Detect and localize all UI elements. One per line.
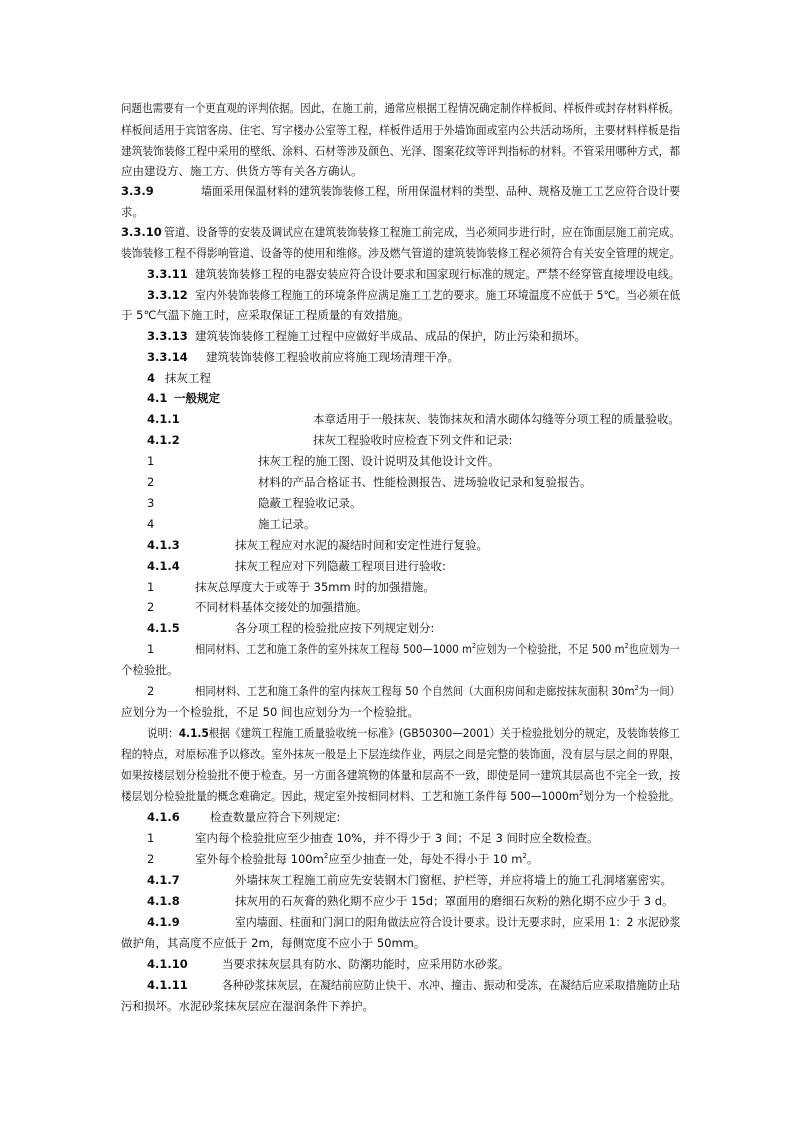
section-title: 一般规定 [174,391,220,405]
clause-text: 各分项工程的检验批应按下列规定划分: [235,621,435,635]
clause-number: 4.1.4 [147,559,180,573]
clause-text: 建筑装饰装修工程的电器安装应符合设计要求和国家现行标准的规定。严禁不经穿管直接埋设电线。 [195,267,680,281]
clause-text: 抹灰工程应对水泥的凝结时间和安定性进行复验。 [235,538,488,552]
clause-text: 装饰装修工程不得影响管道、设备等的使用和维修。涉及燃气管道的建筑装饰装修工程必须符合有关安全管理的规定。 [121,246,681,260]
list-item-number: 2 [147,684,155,698]
clause-number: 4.1.10 [147,957,188,971]
clause-number: 4.1.1 [147,412,180,426]
paragraph-line: 问题也需要有一个更直观的评判依据。因此，在施工前，通常应根据工程情况确定制作样板间、样板件或封存材料样板。 [121,101,680,115]
clause-number: 4.1.7 [147,873,180,887]
list-item-number: 3 [147,496,155,510]
list-item-text: 室内每个检验批应至少抽查 10%，并不得少于 3 间；不足 3 间时应全数检查。 [195,831,599,845]
clause-number: 3.3.12 [147,288,188,302]
clause-text: 本章适用于一般抹灰、装饰抹灰和清水砌体勾缝等分项工程的质量验收。 [313,412,680,426]
clause-text: 墙面采用保温材料的建筑装饰装修工程，所用保温材料的类型、品种、规格及施工工艺应符合设计要 [201,184,681,198]
list-item-text: 应划分为一个检验批，不足 50 间也应划分为一个检验批。 [121,705,419,719]
clause-number: 4.1.9 [147,915,180,929]
clause-number: 4.1.5 [147,621,180,635]
clause-text: 建筑装饰装修工程施工过程中应做好半成品、成品的保护，防止污染和损坏。 [195,329,586,343]
note-line: 楼层划分检验批量的概念难确定。因此，规定室外按相同材料、工艺和施工条件每 $500—1000m^2$划分为一个检验批。 [121,789,680,803]
clause-text: 抹灰工程验收时应检查下列文件和记录: [313,433,513,447]
clause-text: 求。 [121,205,144,219]
note-line: 如果按楼层划分检验批不便于检查。另一方面各建筑物的体量和层高不一致，即使是同一建筑其层高也不完全一致，按 [121,768,681,782]
clause-number: 3.3.11 [147,267,188,281]
list-item-number: 1 [147,454,155,468]
chapter-number: 4 [147,371,156,385]
list-item-text: 相同材料、工艺和施工条件的室内抹灰工程每 50 个自然间（大面积房间和走廊按抹灰面积 $30m^2$为一间） [195,684,681,698]
list-item-text: 抹灰工程的施工图、设计说明及其他设计文件。 [258,454,500,468]
clause-text: 各种砂浆抹灰层，在凝结前应防止快干、水冲、撞击、振动和受冻，在凝结后应采取措施防止玷 [222,978,680,992]
list-item-text: 抹灰总厚度大于或等于 35mm 时的加强措施。 [195,580,435,594]
clause-text: 抹灰工程应对下列隐蔽工程项目进行验收: [235,559,446,573]
clause-text: 检查数量应符合下列规定: [210,810,341,824]
clause-number: 3.3.14 [147,350,188,364]
clause-number: 4.1.3 [147,538,180,552]
list-item-number: 1 [147,580,155,594]
list-item-number: 2 [147,852,155,866]
note-line: 程的特点，对原标准予以修改。室外抹灰一般是上下层连续作业，两层之间是完整的装饰面，没有层与层之间的界限， [121,747,681,761]
list-item-number: 2 [147,475,155,489]
list-item-number: 2 [147,600,155,614]
note-line: 说明：4.1.5根据《建筑工程施工质量验收统一标准》(GB50300—2001）关于检验批划分的规定，及装饰装修工 [147,726,680,740]
list-item-number: 4 [147,517,155,531]
clause-number: 4.1.8 [147,894,180,908]
list-item-number: 1 [147,831,155,845]
paragraph-line: 样板间适用于宾馆客房、住宅、写字楼办公室等工程，样板件适用于外墙饰面或室内公共活动场所，主要材料样板是指 [121,123,681,137]
clause-text: 于 5℃气温下施工时，应采取保证工程质量的有效措施。 [121,308,410,322]
clause-number: 4.1.6 [147,810,180,824]
paragraph-line: 应由建设方、施工方、供货方等有关各方确认。 [121,164,363,178]
section-number: 4.1 [147,391,168,405]
clause-text: 做护角，其高度不应低于 2m，每侧宽度不应小于 50mm。 [121,936,426,950]
list-item-text: 相同材料、工艺和施工条件的室外抹灰工程每 500—1000 $m^2$应划为一个检验批，不足 500 $m^2$也应划为一 [195,642,680,656]
clause-number: 3.3.10 [121,225,162,239]
clause-text: 当要求抹灰层具有防水、防潮功能时，应采用防水砂浆。 [222,957,510,971]
clause-text: 室内墙面、柱面和门洞口的阳角做法应符合设计要求。设计无要求时，应采用 1：2 水泥砂浆 [235,915,681,929]
list-item-number: 1 [147,642,155,656]
list-item-text: 不同材料基体交接处的加强措施。 [195,600,368,614]
clause-text: 管道、设备等的安装及调试应在建筑装饰装修工程施工前完成，当必须同步进行时，应在饰面层施工前完成。 [164,225,681,239]
clause-text: 抹灰用的石灰膏的熟化期不应少于 15d；罩面用的磨细石灰粉的熟化期不应少于 3 d。 [235,894,674,908]
list-item-text: 隐蔽工程验收记录。 [258,496,362,510]
list-item-text: 施工记录。 [258,517,316,531]
clause-text: 污和损坏。水泥砂浆抹灰层应在湿润条件下养护。 [121,999,374,1013]
clause-number: 4.1.2 [147,433,180,447]
paragraph-line: 建筑装饰装修工程中采用的壁纸、涂料、石材等涉及颜色、光泽、图案花纹等评判指标的材料。不管采用哪种方式，都 [121,144,681,158]
list-item-text: 材料的产品合格证书、性能检测报告、进场验收记录和复验报告。 [258,475,592,489]
clause-text: 室内外装饰装修工程施工的环境条件应满足施工工艺的要求。施工环境温度不应低于 5℃。当必须在低 [195,288,681,302]
clause-number: 4.1.11 [147,978,188,992]
list-item-text: 个检验批。 [121,663,179,677]
clause-number: 3.3.13 [147,329,188,343]
list-item-text: 室外每个检验批每 $100m^2$应至少抽查一处，每处不得小于 10 $m^2$。 [195,852,539,866]
clause-text: 建筑装饰装修工程验收前应将施工现场清理干净。 [206,350,459,364]
clause-number: 3.3.9 [121,184,154,198]
clause-text: 外墙抹灰工程施工前应先安装钢木门窗框、护栏等，并应将墙上的施工孔洞堵塞密实。 [235,873,672,887]
chapter-title: 抹灰工程 [165,371,211,385]
